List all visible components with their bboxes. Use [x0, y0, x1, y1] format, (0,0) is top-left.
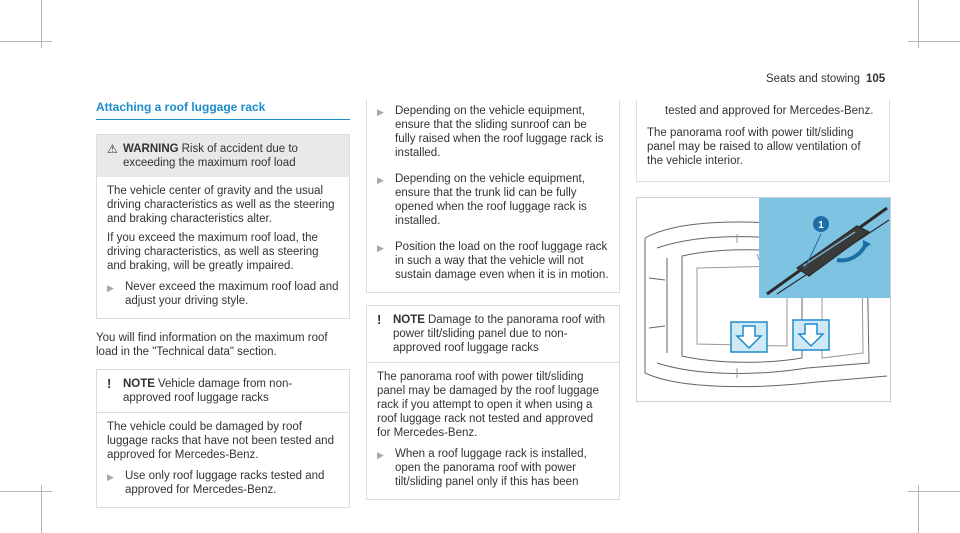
note-paragraph: The vehicle could be damaged by roof luggage racks that have not been tested and approved for Mercedes-Benz.	[107, 421, 334, 461]
play-arrow-icon: ▶	[377, 450, 384, 460]
note-heading: Damage to the panorama roof with power tilt/sliding panel due to non-approved roof luggage racks	[393, 314, 606, 354]
crop-mark	[0, 41, 52, 42]
column-3	[636, 100, 890, 182]
car-top-view-figure	[637, 198, 891, 402]
warning-body	[97, 177, 349, 318]
step-text: Depending on the vehicle equipment, ensure that the sliding sunroof can be fully raised when the roof luggage rack is installed.	[395, 105, 604, 159]
section-title: Attaching a roof luggage rack	[96, 100, 350, 120]
instruction-step	[377, 240, 609, 282]
step-text: Use only roof luggage racks tested and approved for Mercedes-Benz.	[125, 470, 325, 496]
callout-number: 1	[818, 220, 824, 231]
play-arrow-icon: ▶	[107, 283, 114, 293]
note-paragraph: The panorama roof with power tilt/sliding panel may be damaged by the roof luggage rack if you attempt to open it when using a roof luggage rack not tested and approved for Mercedes-Benz.	[377, 371, 599, 439]
step-text: Never exceed the maximum roof load and adjust your driving style.	[125, 281, 339, 307]
warning-paragraph: If you exceed the maximum roof load, the driving characteristics, as well as steering and braking, will be greatly impaired.	[107, 232, 319, 272]
note-continued-box	[636, 100, 890, 182]
warning-triangle-icon: ⚠	[107, 142, 118, 156]
crop-mark	[0, 491, 52, 492]
exclamation-icon: !	[107, 376, 112, 391]
play-arrow-icon: ▶	[377, 175, 384, 185]
note-box	[366, 305, 620, 500]
roof-illustration	[636, 197, 891, 402]
warning-heading: Risk of accident due to exceeding the maximum roof load	[123, 143, 298, 169]
column-2	[366, 100, 620, 500]
warning-header	[97, 135, 349, 177]
warning-paragraph: The vehicle center of gravity and the usual driving characteristics as well as the steering and braking characteristics alter.	[107, 185, 335, 225]
note-header	[97, 370, 349, 412]
step-text: Position the load on the roof luggage rack in such a way that the vehicle will not sustain damage even when it is in motion.	[395, 241, 609, 281]
note-heading: Vehicle damage from non-approved roof luggage racks	[123, 378, 293, 404]
instruction-step	[377, 172, 609, 228]
note-box	[96, 369, 350, 508]
step-text: Depending on the vehicle equipment, ensure that the trunk lid can be fully opened when the roof luggage rack is installed.	[395, 173, 587, 227]
instruction-step-continued	[647, 104, 879, 118]
note-body	[367, 362, 619, 499]
steps-box	[366, 100, 620, 293]
info-paragraph: You will find information on the maximum roof load in the "Technical data" section.	[96, 332, 328, 358]
note-label: NOTE	[393, 314, 425, 326]
crop-mark	[908, 41, 960, 42]
instruction-step	[107, 469, 339, 497]
step-text: tested and approved for Mercedes-Benz.	[665, 105, 874, 117]
note-label: NOTE	[123, 378, 155, 390]
crop-mark	[918, 485, 919, 533]
instruction-step	[377, 447, 609, 489]
info-paragraph: The panorama roof with power tilt/sliding panel may be raised to allow ventilation of the vehicle interior.	[647, 127, 861, 167]
step-text: When a roof luggage rack is installed, open the panorama roof with power tilt/sliding panel only if this has been	[395, 448, 587, 488]
column-1	[96, 100, 350, 508]
instruction-step	[377, 104, 609, 160]
running-head	[766, 72, 885, 86]
page-number: 105	[865, 73, 886, 85]
crop-mark	[908, 491, 960, 492]
play-arrow-icon: ▶	[377, 243, 384, 253]
warning-box	[96, 134, 350, 319]
play-arrow-icon: ▶	[377, 107, 384, 117]
crop-mark	[41, 485, 42, 533]
warning-label: WARNING	[123, 143, 179, 155]
note-body	[97, 412, 349, 507]
exclamation-icon: !	[377, 312, 382, 327]
section-name: Seats and stowing	[766, 73, 860, 85]
note-header	[367, 306, 619, 362]
instruction-step	[107, 280, 339, 308]
play-arrow-icon: ▶	[107, 472, 114, 482]
